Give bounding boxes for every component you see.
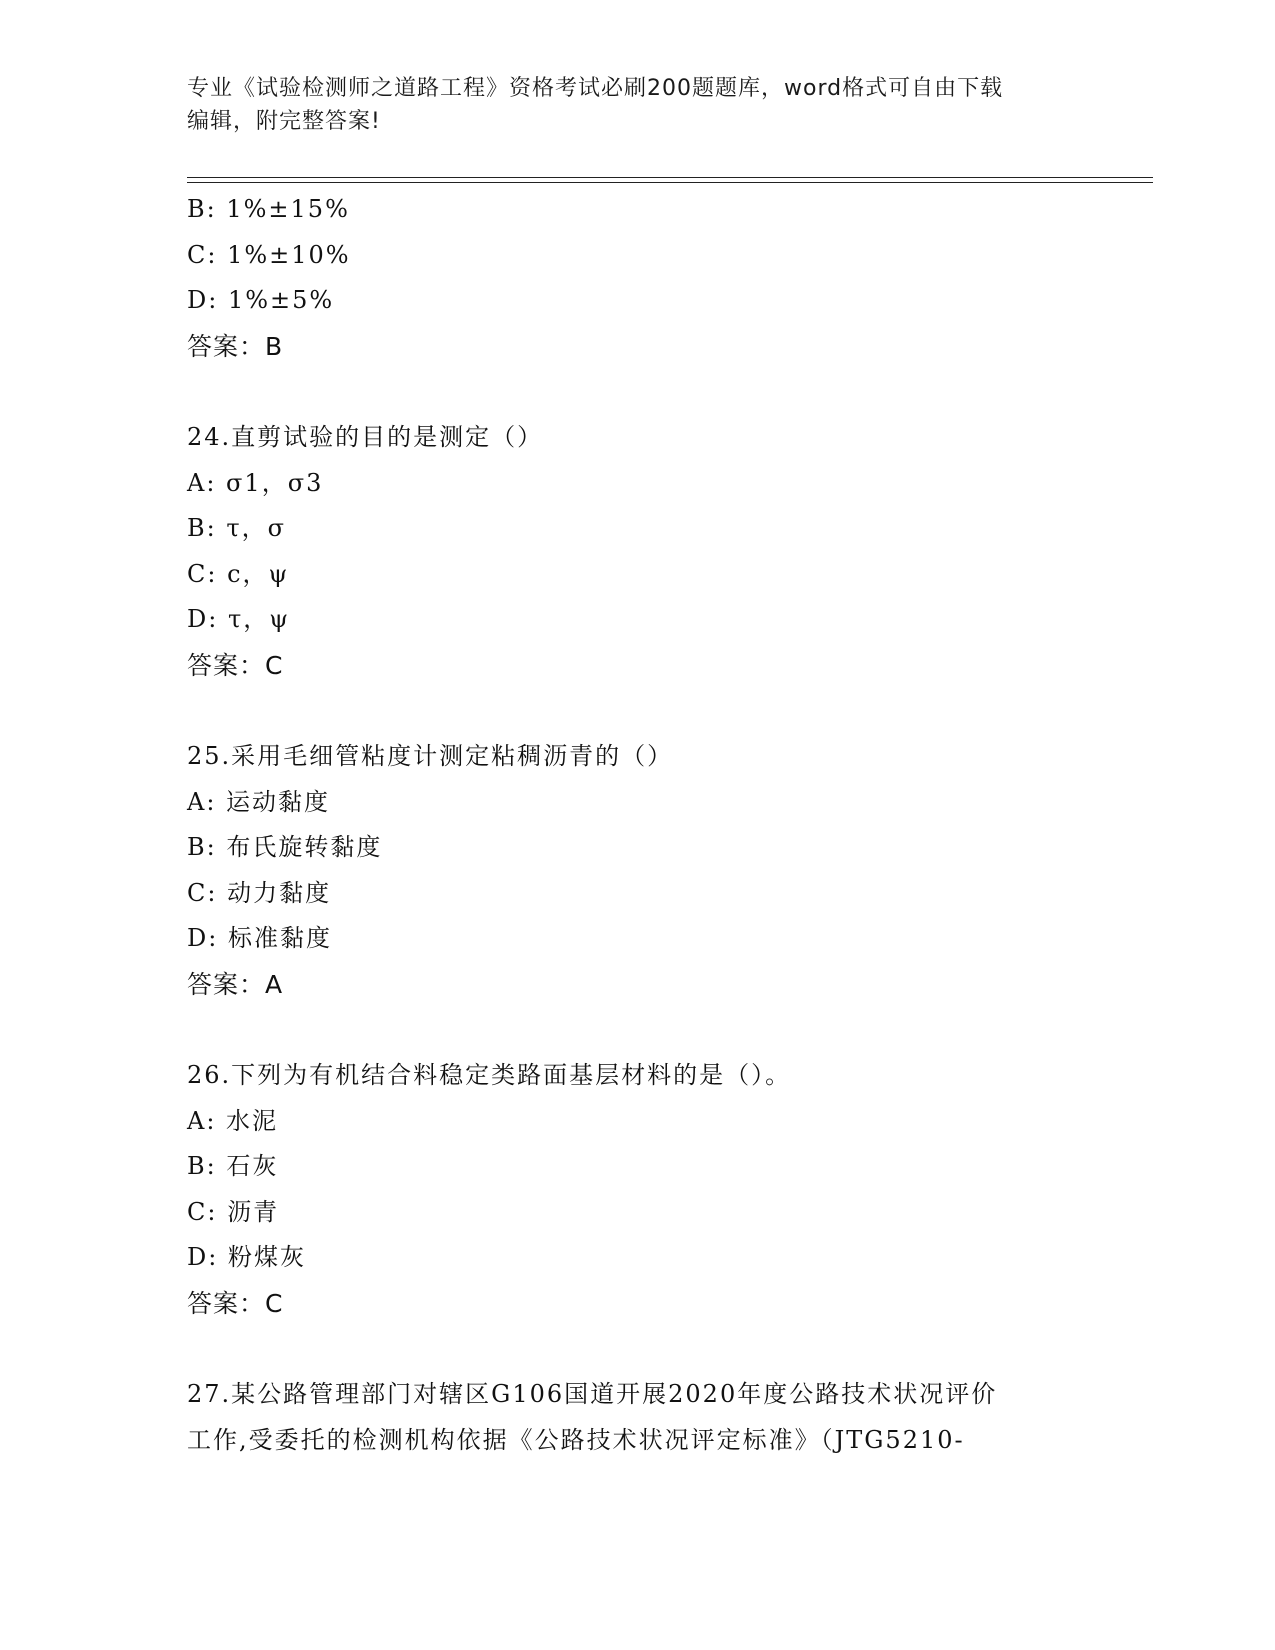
answer: 答案：C	[187, 650, 284, 680]
option-d: D: 粉煤灰	[187, 1243, 306, 1271]
header-divider	[187, 177, 1153, 183]
question-stem: 24.直剪试验的目的是测定（）	[187, 423, 544, 451]
document-header	[187, 72, 1077, 138]
spacer	[187, 369, 1087, 415]
answer: 答案：C	[187, 1288, 284, 1318]
option-a: A: 水泥	[187, 1106, 279, 1135]
option-d: D: 1%±5%	[187, 286, 335, 314]
question-23-continued	[187, 187, 1087, 369]
answer: 答案：A	[187, 969, 284, 999]
question-24	[187, 415, 1087, 688]
question-stem: 25.采用毛细管粘度计测定粘稠沥青的（）	[187, 742, 674, 770]
spacer	[187, 688, 1087, 734]
option-b: B: 石灰	[187, 1152, 279, 1180]
spacer	[187, 1326, 1087, 1372]
option-c: C: 动力黏度	[187, 878, 332, 907]
option-c: C: c，ψ	[187, 559, 290, 588]
question-stem-line-2: 工作,受委托的检测机构依据《公路技术状况评定标准》（JTG5210-	[187, 1425, 965, 1454]
header-title-line-2: 编辑，附完整答案!	[187, 109, 381, 134]
option-b: B: 1%±15%	[187, 195, 350, 223]
option-d: D: τ，ψ	[187, 605, 291, 633]
option-b: B: 布氏旋转黏度	[187, 833, 383, 861]
question-25	[187, 734, 1087, 1007]
option-b: B: τ，σ	[187, 514, 287, 542]
option-c: C: 1%±10%	[187, 240, 351, 269]
option-d: D: 标准黏度	[187, 924, 332, 952]
answer: 答案：B	[187, 331, 284, 361]
question-stem-line-1: 27.某公路管理部门对辖区G106国道开展2020年度公路技术状况评价	[187, 1380, 998, 1408]
option-a: A: 运动黏度	[187, 787, 331, 816]
option-a: A: σ1，σ3	[187, 468, 324, 497]
spacer	[187, 1007, 1087, 1053]
header-title-line-1: 专业《试验检测师之道路工程》资格考试必刷200题题库，word格式可自由下载	[187, 76, 1004, 101]
document-body	[187, 187, 1087, 1463]
question-26	[187, 1053, 1087, 1326]
option-c: C: 沥青	[187, 1197, 280, 1226]
question-27	[187, 1372, 1087, 1463]
question-stem: 26.下列为有机结合料稳定类路面基层材料的是（）。	[187, 1061, 792, 1089]
